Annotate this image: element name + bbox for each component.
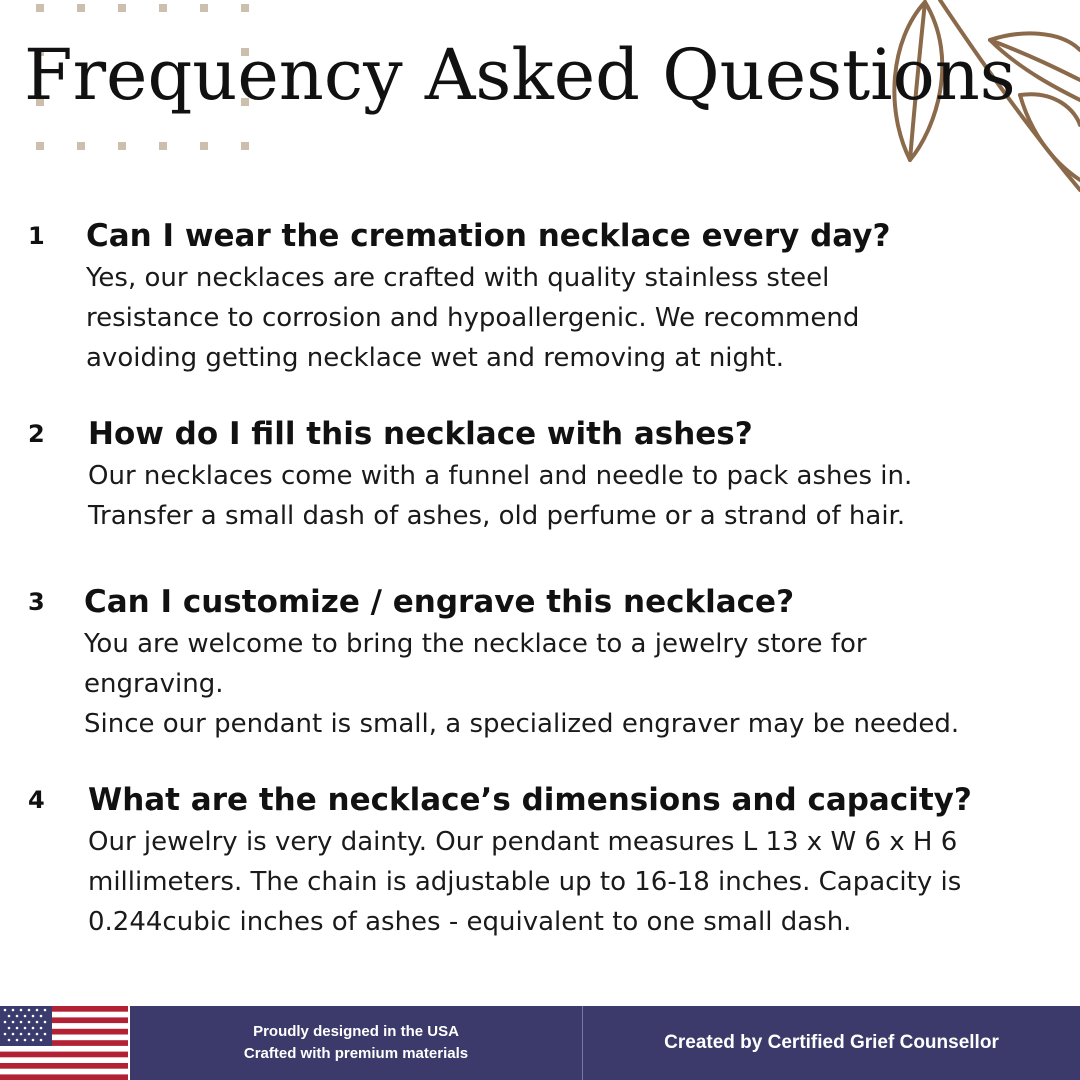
- decor-dot: [118, 142, 126, 150]
- decor-dot: [159, 142, 167, 150]
- decor-dot: [36, 142, 44, 150]
- decor-dot: [200, 142, 208, 150]
- faq-number: 4: [28, 786, 45, 814]
- decor-dot: [77, 4, 85, 12]
- faq-answer-line: 0.244cubic inches of ashes - equivalent to one small dash.: [88, 907, 852, 937]
- page-title: Frequency Asked Questions: [24, 34, 1016, 116]
- faq-answer-line: Since our pendant is small, a specialized engraver may be needed.: [84, 709, 960, 739]
- faq-answer: [88, 822, 961, 942]
- footer-credentials-text: [583, 1006, 1080, 1080]
- faq-number: 1: [28, 222, 45, 250]
- faq-question: Can I wear the cremation necklace every day?: [86, 218, 891, 254]
- faq-answer-line: Transfer a small dash of ashes, old perfume or a strand of hair.: [88, 501, 906, 531]
- decor-dot: [241, 4, 249, 12]
- footer-origin-text: [130, 1006, 583, 1080]
- faq-question: Can I customize / engrave this necklace?: [84, 584, 795, 620]
- faq-answer-line: You are welcome to bring the necklace to a jewelry store for: [84, 629, 867, 659]
- faq-answer: [84, 624, 959, 744]
- faq-answer-line: Our jewelry is very dainty. Our pendant measures L 13 x W 6 x H 6: [88, 827, 958, 857]
- decor-dot: [118, 4, 126, 12]
- faq-number: 2: [28, 420, 45, 448]
- faq-answer-line: resistance to corrosion and hypoallergenic. We recommend: [86, 303, 860, 333]
- decor-dot: [200, 4, 208, 12]
- faq-question: How do I fill this necklace with ashes?: [88, 416, 753, 452]
- decor-dot: [36, 4, 44, 12]
- footer-designed-line: Proudly designed in the USA: [253, 1023, 459, 1040]
- faq-answer-line: Yes, our necklaces are crafted with quality stainless steel: [86, 263, 830, 293]
- decor-dot: [159, 4, 167, 12]
- footer-materials-line: Crafted with premium materials: [243, 1045, 469, 1062]
- faq-answer-line: Our necklaces come with a funnel and needle to pack ashes in.: [88, 461, 913, 491]
- faq-number: 3: [28, 588, 45, 616]
- faq-answer: [86, 258, 859, 378]
- decor-dot: [241, 142, 249, 150]
- decor-dot: [77, 142, 85, 150]
- us-flag-icon: [0, 1006, 130, 1080]
- footer-banner: [0, 1006, 1080, 1080]
- faq-answer-line: millimeters. The chain is adjustable up to 16-18 inches. Capacity is: [88, 867, 962, 897]
- faq-question: What are the necklace’s dimensions and capacity?: [88, 782, 972, 818]
- faq-answer-line: engraving.: [84, 669, 224, 699]
- faq-answer: [88, 456, 912, 536]
- faq-answer-line: avoiding getting necklace wet and removing at night.: [86, 343, 784, 373]
- footer-counsellor-line: Created by Certified Grief Counsellor: [664, 1032, 999, 1053]
